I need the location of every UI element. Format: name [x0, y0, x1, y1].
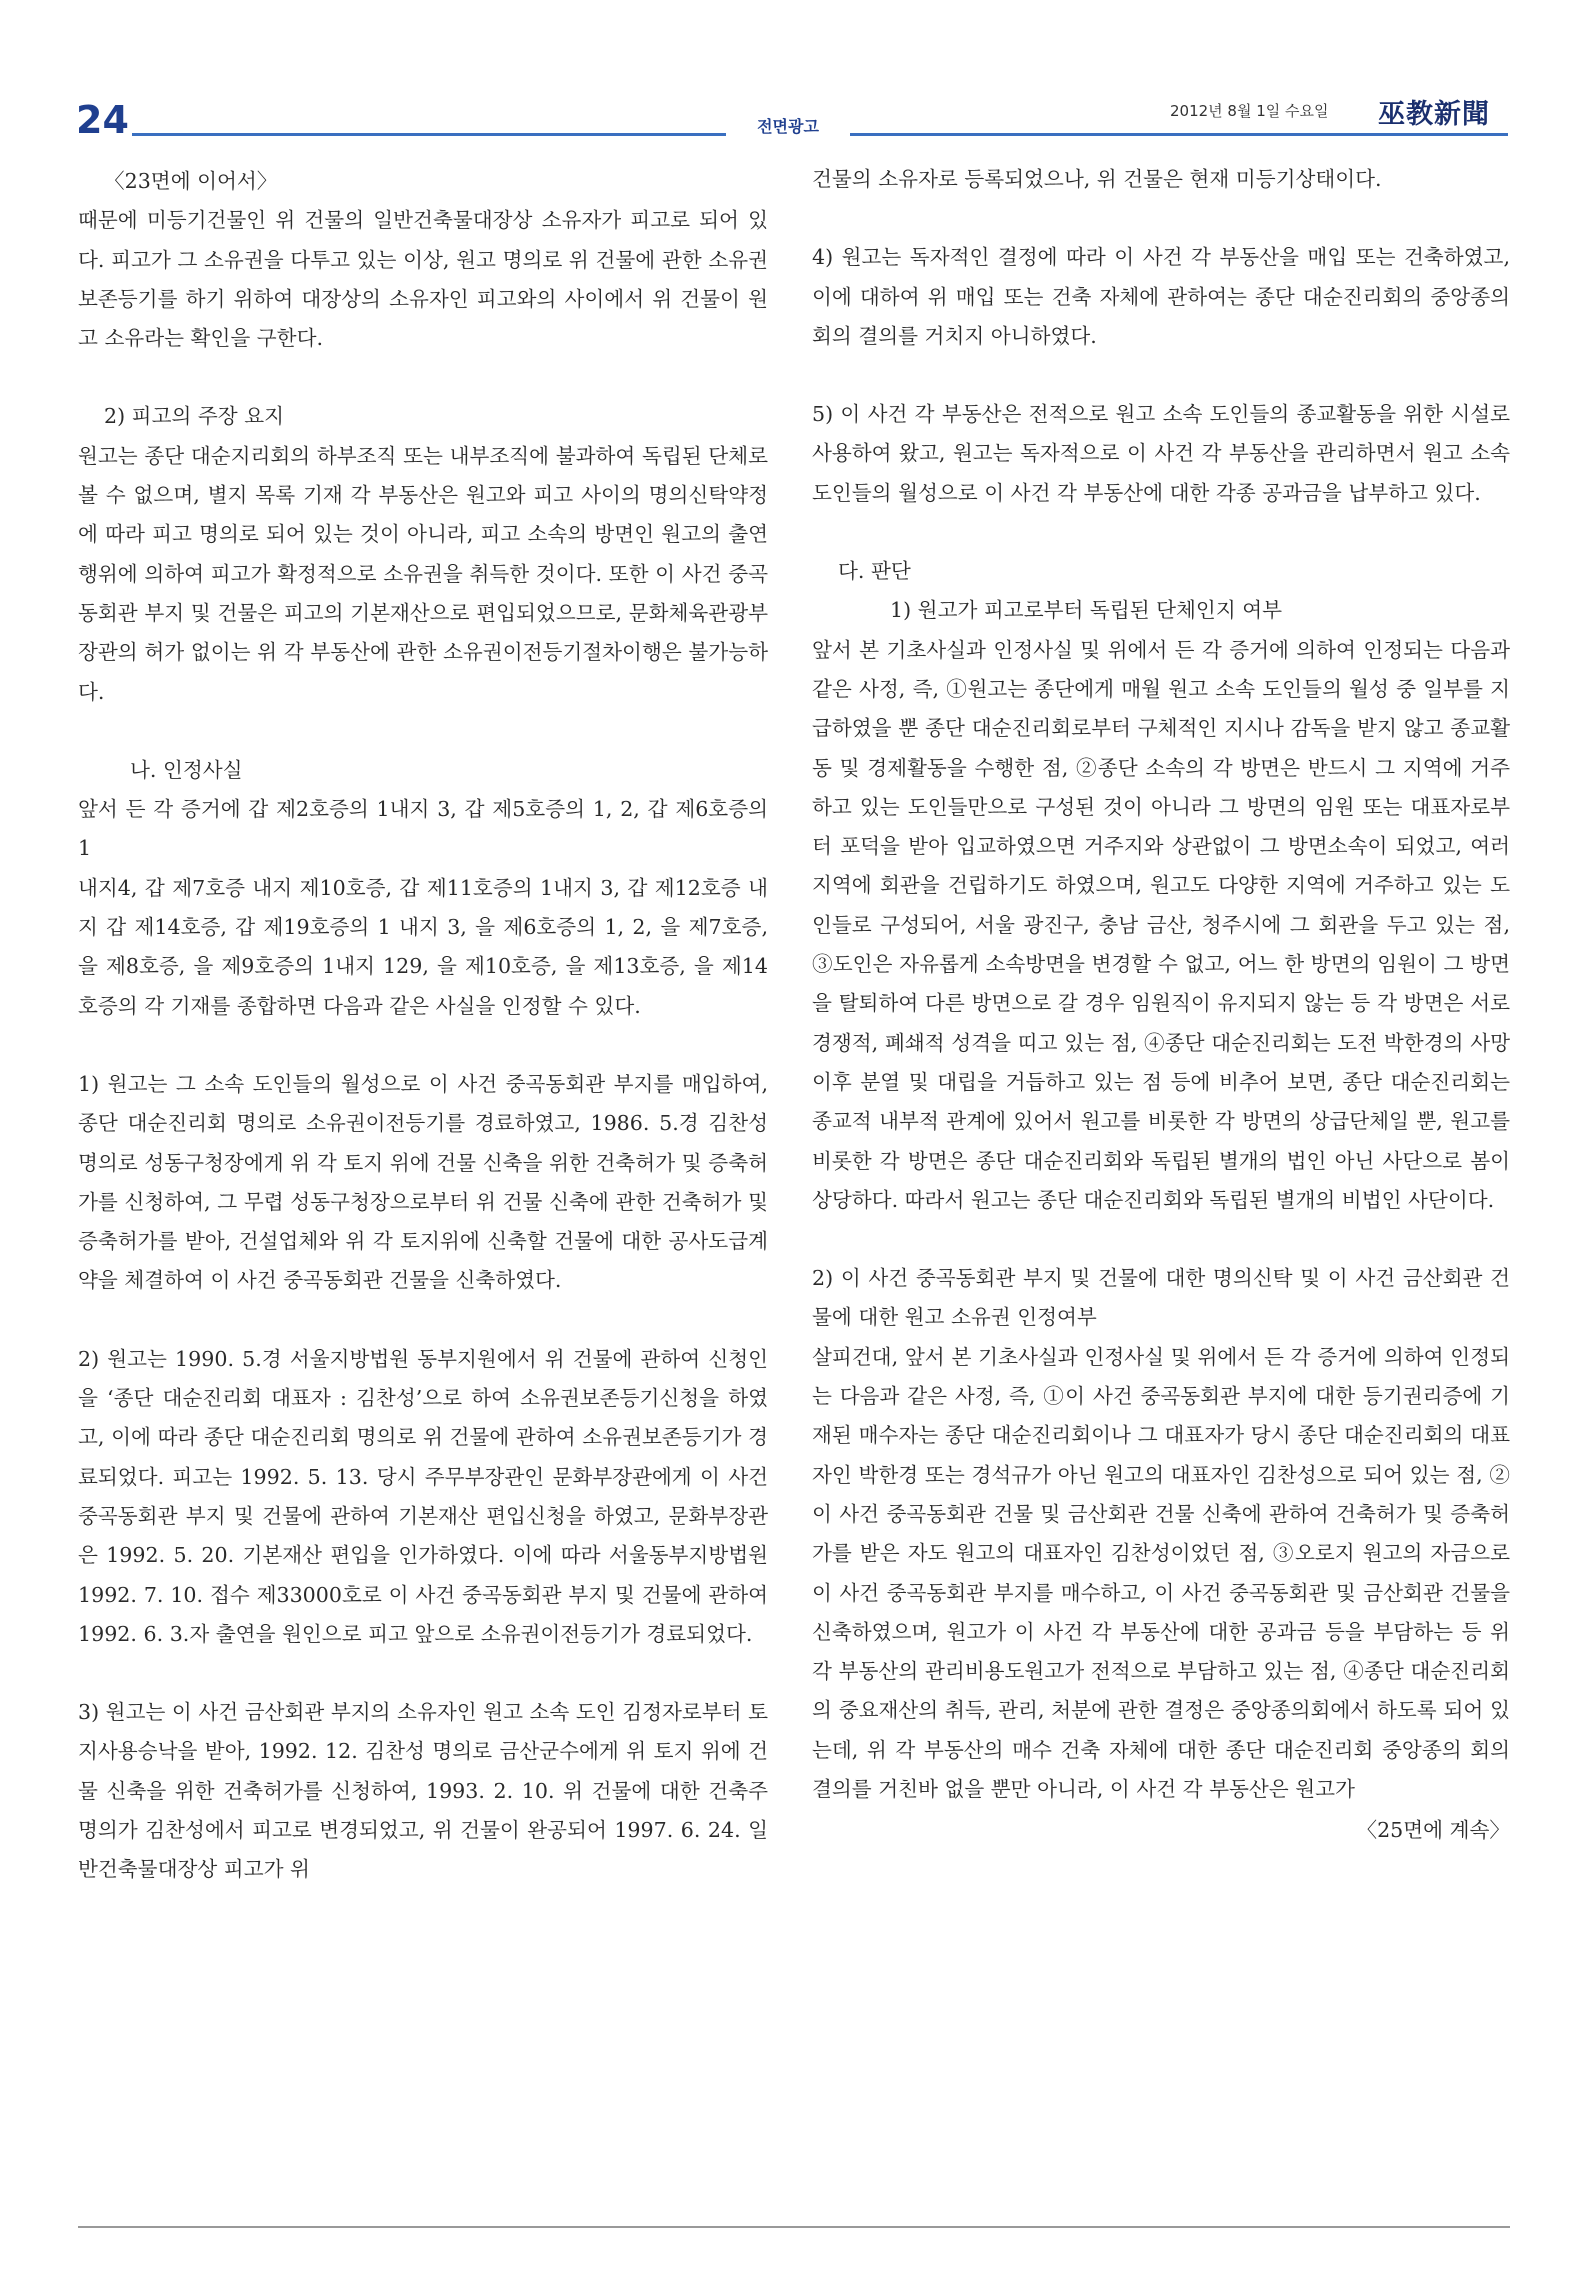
paragraph: 5) 이 사건 각 부동산은 전적으로 원고 소속 도인들의 종교활동을 위한 시설로 사용하여 왔고, 원고는 독자적으로 이 사건 각 부동산을 관리하면서 원고 소속 도인들의 월성으로 이 사건 각 부동산에 대한 각종 공과금을 납부하고 있다. [812, 402, 1510, 505]
paragraph: 내지4, 갑 제7호증 내지 제10호증, 갑 제11호증의 1내지 3, 갑 제12호증 내지 갑 제14호증, 갑 제19호증의 1 내지 3, 을 제6호증의 1, 2, 을 제7호증, 을 제8호증, 을 제9호증의 1내지 129, 을 제10호증, 을 제13호증, 을 제14호증의 각 기재를 종합하면 다음과 같은 사실을 인정할 수 있다. [78, 875, 768, 1018]
left-column [78, 162, 768, 1890]
spacer [78, 358, 768, 397]
spacer [78, 1301, 768, 1340]
footer-rule [78, 2226, 1510, 2228]
paragraph: 2) 이 사건 중곡동회관 부지 및 건물에 대한 명의신탁 및 이 사건 금산회관 건물에 대한 원고 소유권 인정여부 [812, 1266, 1510, 1330]
subheading: 나. 인정사실 [130, 757, 243, 782]
newspaper-masthead: 巫教新聞 [1378, 99, 1490, 130]
subheading: 1) 원고가 피고로부터 독립된 단체인지 여부 [890, 598, 1283, 623]
spacer [78, 712, 768, 751]
paragraph: 3) 원고는 이 사건 금산회관 부지의 소유자인 원고 소속 도인 김정자로부터 토지사용승낙을 받아, 1992. 12. 김찬성 명의로 금산군수에게 위 토지 위에 건물 신축을 위한 건축허가를 신청하여, 1993. 2. 10. 위 건물에 대한 건축주 명의가 김찬성에서 피고로 변경되었고, 위 건물이 완공되어 1997. 6. 24. 일반건축물대장상 피고가 위 [78, 1700, 768, 1882]
subheading: 다. 판단 [838, 559, 911, 584]
issue-date: 2012년 8월 1일 수요일 [1170, 102, 1329, 120]
continued-note: 〈23면에 이어서〉 [104, 169, 278, 193]
spacer [812, 513, 1510, 552]
section-label: 전면광고 [726, 112, 850, 142]
spacer [78, 1026, 768, 1065]
paragraph: 살피건대, 앞서 본 기초사실과 인정사실 및 위에서 든 각 증거에 의하여 인정되는 다음과 같은 사정, 즉, ①이 사건 중곡동회관 부지에 대한 등기권리증에 기재된 매수자는 종단 대순진리회이나 그 대표자가 당시 종단 대순진리회의 대표자인 박한경 또는 경석규가 아닌 원고의 대표자인 김찬성으로 되어 있는 점, ②이 사건 중곡동회관 건물 및 금산회관 건물 신축에 관하여 건축허가 및 증축허가를 받은 자도 원고의 대표자인 김찬성이었던 점, ③오로지 원고의 자금으로 이 사건 중곡동회관 부지를 매수하고, 이 사건 중곡동회관 및 금산회관 건물을 신축하였으며, 원고가 이 사건 각 부동산에 대한 공과금 등을 부담하는 등 위 각 부동산의 관리비용도원고가 전적으로 부담하고 있는 점, ④종단 대순진리회의 중요재산의 취득, 관리, 처분에 관한 결정은 중앙종의회에서 하도록 되어 있는데, 위 각 부동산의 매수 건축 자체에 대한 종단 대순진리회 중앙종의 회의 결의를 거친바 없을 뿐만 아니라, 이 사건 각 부동산은 원고가 [812, 1344, 1510, 1801]
paragraph: 때문에 미등기건물인 위 건물의 일반건축물대장상 소유자가 피고로 되어 있다. 피고가 그 소유권을 다투고 있는 이상, 원고 명의로 위 건물에 관한 소유권보존등기를 하기 위하여 대장상의 소유자인 피고와의 사이에서 위 건물이 원고 소유라는 확인을 구한다. [78, 208, 768, 351]
spacer [812, 356, 1510, 395]
spacer [812, 1220, 1510, 1259]
paragraph: 2) 원고는 1990. 5.경 서울지방법원 동부지원에서 위 건물에 관하여 신청인을 ‘종단 대순진리회 대표자 : 김찬성’으로 하여 소유권보존등기신청을 하였고, 이에 따라 종단 대순진리회 명의로 위 건물에 관하여 소유권보존등기가 경료되었다. 피고는 1992. 5. 13. 당시 주무부장관인 문화부장관에게 이 사건 중곡동회관 부지 및 건물에 관하여 기본재산 편입신청을 하였고, 문화부장관은 1992. 5. 20. 기본재산 편입을 인가하였다. 이에 따라 서울동부지방법원 1992. 7. 10. 접수 제33000호로 이 사건 중곡동회관 부지 및 건물에 관하여 1992. 6. 3.자 출연을 원인으로 피고 앞으로 소유권이전등기가 경료되었다. [78, 1346, 768, 1646]
paragraph: 4) 원고는 독자적인 결정에 따라 이 사건 각 부동산을 매입 또는 건축하였고, 이에 대하여 위 매입 또는 건축 자체에 관하여는 종단 대순진리회의 중앙종의회의 결의를 거치지 아니하였다. [812, 245, 1510, 348]
continued-note: 〈25면에 계속〉 [1356, 1818, 1510, 1843]
right-column [812, 160, 1510, 1851]
paragraph: 앞서 본 기초사실과 인정사실 및 위에서 든 각 증거에 의하여 인정되는 다음과 같은 사정, 즉, ①원고는 종단에게 매월 원고 소속 도인들의 월성 중 일부를 지급하였을 뿐 종단 대순진리회로부터 구체적인 지시나 감독을 받지 않고 종교활동 및 경제활동을 수행한 점, ②종단 소속의 각 방면은 반드시 그 지역에 거주하고 있는 도인들만으로 구성된 것이 아니라 그 방면의 임원 또는 대표자로부터 포덕을 받아 입교하였으면 거주지와 상관없이 그 방면소속이 되었고, 여러지역에 회관을 건립하기도 하였으며, 원고도 다양한 지역에 거주하고 있는 도인들로 구성되어, 서울 광진구, 충남 금산, 청주시에 그 회관을 두고 있는 점, ③도인은 자유롭게 소속방면을 변경할 수 없고, 어느 한 방면의 임원이 그 방면을 탈퇴하여 다른 방면으로 갈 경우 임원직이 유지되지 않는 등 각 방면은 서로 경쟁적, 폐쇄적 성격을 띠고 있는 점, ④종단 대순진리회는 도전 박한경의 사망 이후 분열 및 대립을 거듭하고 있는 점 등에 비추어 보면, 종단 대순진리회는 종교적 내부적 관계에 있어서 원고를 비롯한 각 방면의 상급단체일 뿐, 원고를 비롯한 각 방면은 종단 대순진리회와 독립된 별개의 법인 아닌 사단으로 봄이 상당하다. 따라서 원고는 종단 대순진리회와 독립된 별개의 비법인 사단이다. [812, 637, 1510, 1212]
spacer [78, 1654, 768, 1693]
paragraph: 1) 원고는 그 소속 도인들의 월성으로 이 사건 중곡동회관 부지를 매입하여, 종단 대순진리회 명의로 소유권이전등기를 경료하였고, 1986. 5.경 김찬성 명의로 성동구청장에게 위 각 토지 위에 건물 신축을 위한 건축허가 및 증축허가를 신청하여, 그 무렵 성동구청장으로부터 위 건물 신축에 관한 건축허가 및 증축허가를 받아, 건설업체와 위 각 토지위에 신축할 건물에 대한 공사도급계약을 체결하여 이 사건 중곡동회관 건물을 신축하였다. [78, 1071, 768, 1293]
paragraph: 앞서 든 각 증거에 갑 제2호증의 1내지 3, 갑 제5호증의 1, 2, 갑 제6호증의 1 [78, 797, 768, 861]
paragraph: 원고는 종단 대순지리회의 하부조직 또는 내부조직에 불과하여 독립된 단체로 볼 수 없으며, 별지 목록 기재 각 부동산은 원고와 피고 사이의 명의신탁약정에 따라 피고 명의로 되어 있는 것이 아니라, 피고 소속의 방면인 원고의 출연행위에 의하여 피고가 확정적으로 소유권을 취득한 것이다. 또한 이 사건 중곡동회관 부지 및 건물은 피고의 기본재산으로 편입되었으므로, 문화체육관광부 장관의 허가 없이는 위 각 부동산에 관한 소유권이전등기절차이행은 불가능하다. [78, 443, 768, 704]
spacer [812, 199, 1510, 238]
subheading: 2) 피고의 주장 요지 [104, 404, 285, 429]
page-number: 24 [76, 98, 129, 142]
paragraph: 건물의 소유자로 등록되었으나, 위 건물은 현재 미등기상태이다. [812, 167, 1382, 191]
